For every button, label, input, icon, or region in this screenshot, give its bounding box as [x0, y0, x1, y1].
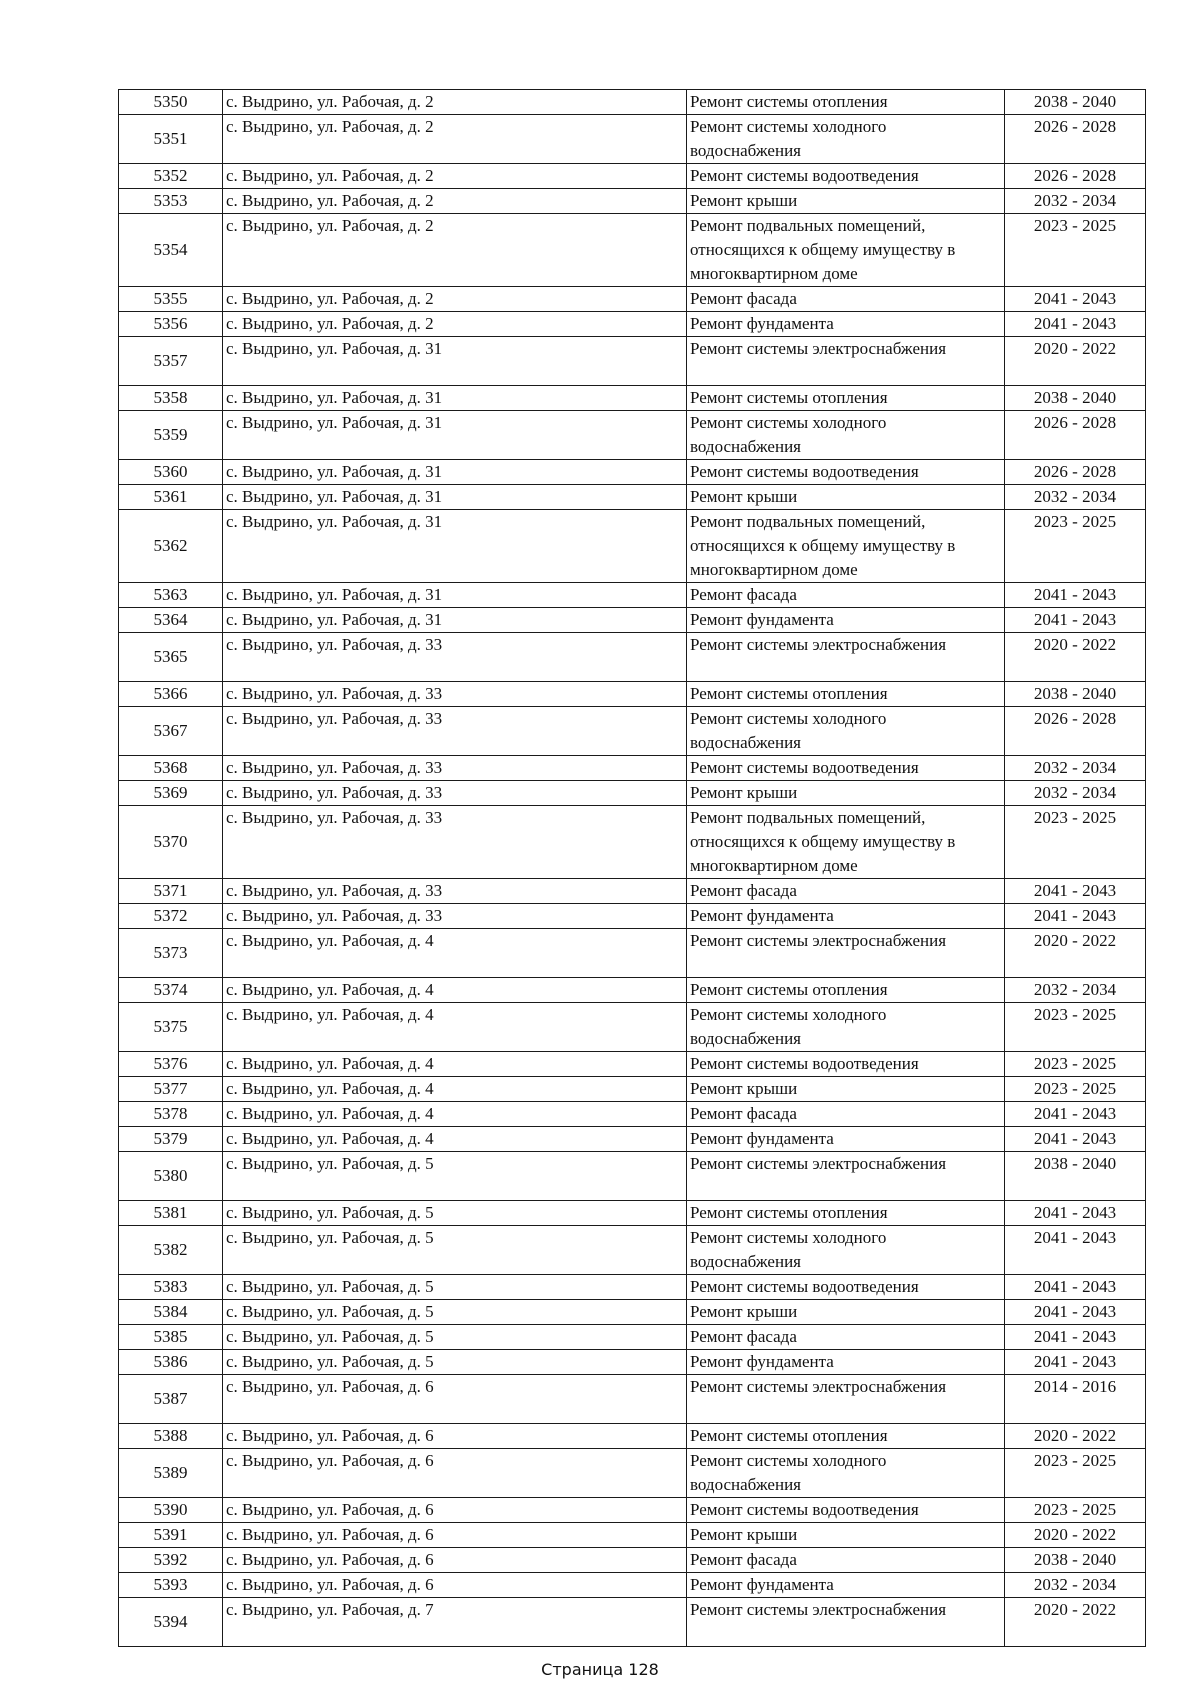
- address-cell: с. Выдрино, ул. Рабочая, д. 4: [223, 1127, 687, 1152]
- table-body: [119, 90, 1146, 1647]
- row-number-cell: 5362: [119, 510, 223, 583]
- row-number-cell: 5392: [119, 1548, 223, 1573]
- period-cell: 2041 - 2043: [1005, 608, 1146, 633]
- table-row: [119, 1449, 1146, 1498]
- work-type-cell: Ремонт фундамента: [687, 1127, 1005, 1152]
- address-cell: с. Выдрино, ул. Рабочая, д. 5: [223, 1226, 687, 1275]
- address-cell: с. Выдрино, ул. Рабочая, д. 33: [223, 633, 687, 682]
- work-type-cell: Ремонт подвальных помещений, относящихся к общему имуществу в многоквартирном доме: [687, 510, 1005, 583]
- period-cell: 2023 - 2025: [1005, 214, 1146, 287]
- row-number-cell: 5393: [119, 1573, 223, 1598]
- work-type-cell: Ремонт фасада: [687, 1102, 1005, 1127]
- period-cell: 2041 - 2043: [1005, 1226, 1146, 1275]
- address-cell: с. Выдрино, ул. Рабочая, д. 33: [223, 806, 687, 879]
- table-row: [119, 682, 1146, 707]
- work-type-cell: Ремонт подвальных помещений, относящихся к общему имуществу в многоквартирном доме: [687, 806, 1005, 879]
- table-row: [119, 411, 1146, 460]
- row-number-cell: 5371: [119, 879, 223, 904]
- row-number-cell: 5365: [119, 633, 223, 682]
- address-cell: с. Выдрино, ул. Рабочая, д. 2: [223, 90, 687, 115]
- row-number-cell: 5394: [119, 1598, 223, 1647]
- work-type-cell: Ремонт крыши: [687, 189, 1005, 214]
- address-cell: с. Выдрино, ул. Рабочая, д. 4: [223, 978, 687, 1003]
- period-cell: 2041 - 2043: [1005, 287, 1146, 312]
- period-cell: 2020 - 2022: [1005, 929, 1146, 978]
- address-cell: с. Выдрино, ул. Рабочая, д. 33: [223, 879, 687, 904]
- row-number-cell: 5381: [119, 1201, 223, 1226]
- row-number-cell: 5372: [119, 904, 223, 929]
- period-cell: 2026 - 2028: [1005, 164, 1146, 189]
- period-cell: 2026 - 2028: [1005, 460, 1146, 485]
- address-cell: с. Выдрино, ул. Рабочая, д. 31: [223, 510, 687, 583]
- row-number-cell: 5353: [119, 189, 223, 214]
- table-row: [119, 115, 1146, 164]
- work-type-cell: Ремонт системы водоотведения: [687, 164, 1005, 189]
- table-row: [119, 1325, 1146, 1350]
- period-cell: 2020 - 2022: [1005, 1523, 1146, 1548]
- row-number-cell: 5386: [119, 1350, 223, 1375]
- period-cell: 2038 - 2040: [1005, 1548, 1146, 1573]
- address-cell: с. Выдрино, ул. Рабочая, д. 33: [223, 904, 687, 929]
- table-row: [119, 756, 1146, 781]
- work-type-cell: Ремонт системы электроснабжения: [687, 929, 1005, 978]
- period-cell: 2032 - 2034: [1005, 978, 1146, 1003]
- work-type-cell: Ремонт системы холодного водоснабжения: [687, 1449, 1005, 1498]
- row-number-cell: 5351: [119, 115, 223, 164]
- row-number-cell: 5373: [119, 929, 223, 978]
- row-number-cell: 5358: [119, 386, 223, 411]
- period-cell: 2041 - 2043: [1005, 904, 1146, 929]
- table-row: [119, 189, 1146, 214]
- row-number-cell: 5389: [119, 1449, 223, 1498]
- work-type-cell: Ремонт фундамента: [687, 608, 1005, 633]
- period-cell: 2032 - 2034: [1005, 781, 1146, 806]
- row-number-cell: 5368: [119, 756, 223, 781]
- row-number-cell: 5364: [119, 608, 223, 633]
- table-row: [119, 1127, 1146, 1152]
- address-cell: с. Выдрино, ул. Рабочая, д. 33: [223, 781, 687, 806]
- work-type-cell: Ремонт фундамента: [687, 904, 1005, 929]
- address-cell: с. Выдрино, ул. Рабочая, д. 4: [223, 1077, 687, 1102]
- period-cell: 2020 - 2022: [1005, 337, 1146, 386]
- address-cell: с. Выдрино, ул. Рабочая, д. 31: [223, 583, 687, 608]
- table-row: [119, 1275, 1146, 1300]
- work-type-cell: Ремонт системы электроснабжения: [687, 1152, 1005, 1201]
- period-cell: 2023 - 2025: [1005, 1003, 1146, 1052]
- table-row: [119, 781, 1146, 806]
- page-number: Страница 128: [541, 1660, 659, 1679]
- address-cell: с. Выдрино, ул. Рабочая, д. 7: [223, 1598, 687, 1647]
- table-row: [119, 1498, 1146, 1523]
- table-row: [119, 1548, 1146, 1573]
- work-type-cell: Ремонт системы отопления: [687, 1201, 1005, 1226]
- work-type-cell: Ремонт крыши: [687, 1077, 1005, 1102]
- work-type-cell: Ремонт крыши: [687, 1523, 1005, 1548]
- address-cell: с. Выдрино, ул. Рабочая, д. 2: [223, 189, 687, 214]
- address-cell: с. Выдрино, ул. Рабочая, д. 5: [223, 1152, 687, 1201]
- period-cell: 2038 - 2040: [1005, 386, 1146, 411]
- table-row: [119, 929, 1146, 978]
- table-row: [119, 707, 1146, 756]
- table-row: [119, 978, 1146, 1003]
- address-cell: с. Выдрино, ул. Рабочая, д. 33: [223, 756, 687, 781]
- address-cell: с. Выдрино, ул. Рабочая, д. 6: [223, 1424, 687, 1449]
- table-row: [119, 806, 1146, 879]
- work-type-cell: Ремонт фундамента: [687, 312, 1005, 337]
- table-row: [119, 1598, 1146, 1647]
- work-type-cell: Ремонт системы отопления: [687, 978, 1005, 1003]
- address-cell: с. Выдрино, ул. Рабочая, д. 6: [223, 1449, 687, 1498]
- period-cell: 2041 - 2043: [1005, 1275, 1146, 1300]
- table-row: [119, 1300, 1146, 1325]
- row-number-cell: 5380: [119, 1152, 223, 1201]
- address-cell: с. Выдрино, ул. Рабочая, д. 2: [223, 287, 687, 312]
- work-type-cell: Ремонт системы водоотведения: [687, 1052, 1005, 1077]
- row-number-cell: 5369: [119, 781, 223, 806]
- work-type-cell: Ремонт системы холодного водоснабжения: [687, 1226, 1005, 1275]
- table-row: [119, 1350, 1146, 1375]
- period-cell: 2041 - 2043: [1005, 1325, 1146, 1350]
- table-row: [119, 90, 1146, 115]
- table-row: [119, 633, 1146, 682]
- period-cell: 2032 - 2034: [1005, 189, 1146, 214]
- period-cell: 2023 - 2025: [1005, 1077, 1146, 1102]
- work-type-cell: Ремонт системы водоотведения: [687, 460, 1005, 485]
- address-cell: с. Выдрино, ул. Рабочая, д. 31: [223, 485, 687, 510]
- address-cell: с. Выдрино, ул. Рабочая, д. 5: [223, 1275, 687, 1300]
- table-row: [119, 608, 1146, 633]
- address-cell: с. Выдрино, ул. Рабочая, д. 4: [223, 1052, 687, 1077]
- period-cell: 2041 - 2043: [1005, 312, 1146, 337]
- address-cell: с. Выдрино, ул. Рабочая, д. 5: [223, 1300, 687, 1325]
- table-row: [119, 1077, 1146, 1102]
- address-cell: с. Выдрино, ул. Рабочая, д. 6: [223, 1573, 687, 1598]
- address-cell: с. Выдрино, ул. Рабочая, д. 2: [223, 312, 687, 337]
- period-cell: 2032 - 2034: [1005, 1573, 1146, 1598]
- address-cell: с. Выдрино, ул. Рабочая, д. 2: [223, 115, 687, 164]
- work-type-cell: Ремонт системы отопления: [687, 90, 1005, 115]
- address-cell: с. Выдрино, ул. Рабочая, д. 33: [223, 707, 687, 756]
- work-type-cell: Ремонт крыши: [687, 781, 1005, 806]
- table-row: [119, 1003, 1146, 1052]
- period-cell: 2023 - 2025: [1005, 1498, 1146, 1523]
- period-cell: 2023 - 2025: [1005, 806, 1146, 879]
- address-cell: с. Выдрино, ул. Рабочая, д. 31: [223, 337, 687, 386]
- row-number-cell: 5374: [119, 978, 223, 1003]
- period-cell: 2026 - 2028: [1005, 411, 1146, 460]
- address-cell: с. Выдрино, ул. Рабочая, д. 31: [223, 460, 687, 485]
- table-row: [119, 1102, 1146, 1127]
- row-number-cell: 5366: [119, 682, 223, 707]
- work-type-cell: Ремонт системы электроснабжения: [687, 1598, 1005, 1647]
- work-type-cell: Ремонт фасада: [687, 583, 1005, 608]
- row-number-cell: 5355: [119, 287, 223, 312]
- work-type-cell: Ремонт системы холодного водоснабжения: [687, 115, 1005, 164]
- period-cell: 2038 - 2040: [1005, 682, 1146, 707]
- table-row: [119, 312, 1146, 337]
- address-cell: с. Выдрино, ул. Рабочая, д. 6: [223, 1375, 687, 1424]
- table-row: [119, 583, 1146, 608]
- table-row: [119, 1573, 1146, 1598]
- row-number-cell: 5359: [119, 411, 223, 460]
- period-cell: 2041 - 2043: [1005, 879, 1146, 904]
- work-type-cell: Ремонт фасада: [687, 1325, 1005, 1350]
- row-number-cell: 5388: [119, 1424, 223, 1449]
- address-cell: с. Выдрино, ул. Рабочая, д. 4: [223, 1102, 687, 1127]
- work-type-cell: Ремонт системы водоотведения: [687, 1275, 1005, 1300]
- work-type-cell: Ремонт подвальных помещений, относящихся к общему имуществу в многоквартирном доме: [687, 214, 1005, 287]
- table-row: [119, 1424, 1146, 1449]
- row-number-cell: 5367: [119, 707, 223, 756]
- table-row: [119, 1201, 1146, 1226]
- row-number-cell: 5385: [119, 1325, 223, 1350]
- table-row: [119, 1523, 1146, 1548]
- table-row: [119, 1152, 1146, 1201]
- work-type-cell: Ремонт фасада: [687, 1548, 1005, 1573]
- row-number-cell: 5383: [119, 1275, 223, 1300]
- table-row: [119, 510, 1146, 583]
- row-number-cell: 5356: [119, 312, 223, 337]
- work-type-cell: Ремонт фундамента: [687, 1573, 1005, 1598]
- table-row: [119, 386, 1146, 411]
- table-row: [119, 1226, 1146, 1275]
- row-number-cell: 5357: [119, 337, 223, 386]
- period-cell: 2038 - 2040: [1005, 90, 1146, 115]
- work-type-cell: Ремонт системы отопления: [687, 386, 1005, 411]
- address-cell: с. Выдрино, ул. Рабочая, д. 2: [223, 164, 687, 189]
- period-cell: 2023 - 2025: [1005, 1449, 1146, 1498]
- row-number-cell: 5350: [119, 90, 223, 115]
- period-cell: 2020 - 2022: [1005, 1598, 1146, 1647]
- table-row: [119, 287, 1146, 312]
- address-cell: с. Выдрино, ул. Рабочая, д. 5: [223, 1201, 687, 1226]
- work-type-cell: Ремонт фасада: [687, 879, 1005, 904]
- work-type-cell: Ремонт системы электроснабжения: [687, 337, 1005, 386]
- row-number-cell: 5379: [119, 1127, 223, 1152]
- period-cell: 2041 - 2043: [1005, 1127, 1146, 1152]
- row-number-cell: 5360: [119, 460, 223, 485]
- table-row: [119, 1052, 1146, 1077]
- address-cell: с. Выдрино, ул. Рабочая, д. 31: [223, 411, 687, 460]
- address-cell: с. Выдрино, ул. Рабочая, д. 5: [223, 1325, 687, 1350]
- row-number-cell: 5375: [119, 1003, 223, 1052]
- period-cell: 2014 - 2016: [1005, 1375, 1146, 1424]
- table-row: [119, 879, 1146, 904]
- work-type-cell: Ремонт системы электроснабжения: [687, 633, 1005, 682]
- row-number-cell: 5361: [119, 485, 223, 510]
- row-number-cell: 5391: [119, 1523, 223, 1548]
- address-cell: с. Выдрино, ул. Рабочая, д. 31: [223, 608, 687, 633]
- row-number-cell: 5387: [119, 1375, 223, 1424]
- table-row: [119, 1375, 1146, 1424]
- work-type-cell: Ремонт системы водоотведения: [687, 756, 1005, 781]
- address-cell: с. Выдрино, ул. Рабочая, д. 6: [223, 1548, 687, 1573]
- period-cell: 2041 - 2043: [1005, 1350, 1146, 1375]
- address-cell: с. Выдрино, ул. Рабочая, д. 6: [223, 1523, 687, 1548]
- work-type-cell: Ремонт крыши: [687, 1300, 1005, 1325]
- table-row: [119, 485, 1146, 510]
- row-number-cell: 5390: [119, 1498, 223, 1523]
- address-cell: с. Выдрино, ул. Рабочая, д. 2: [223, 214, 687, 287]
- row-number-cell: 5354: [119, 214, 223, 287]
- row-number-cell: 5377: [119, 1077, 223, 1102]
- work-type-cell: Ремонт системы холодного водоснабжения: [687, 1003, 1005, 1052]
- address-cell: с. Выдрино, ул. Рабочая, д. 5: [223, 1350, 687, 1375]
- table-row: [119, 214, 1146, 287]
- table-row: [119, 460, 1146, 485]
- address-cell: с. Выдрино, ул. Рабочая, д. 4: [223, 929, 687, 978]
- row-number-cell: 5363: [119, 583, 223, 608]
- address-cell: с. Выдрино, ул. Рабочая, д. 4: [223, 1003, 687, 1052]
- period-cell: 2041 - 2043: [1005, 1300, 1146, 1325]
- row-number-cell: 5382: [119, 1226, 223, 1275]
- period-cell: 2032 - 2034: [1005, 485, 1146, 510]
- table-row: [119, 904, 1146, 929]
- work-type-cell: Ремонт системы отопления: [687, 1424, 1005, 1449]
- work-type-cell: Ремонт системы отопления: [687, 682, 1005, 707]
- work-type-cell: Ремонт системы холодного водоснабжения: [687, 707, 1005, 756]
- period-cell: 2023 - 2025: [1005, 1052, 1146, 1077]
- table-row: [119, 337, 1146, 386]
- work-type-cell: Ремонт системы холодного водоснабжения: [687, 411, 1005, 460]
- work-type-cell: Ремонт фасада: [687, 287, 1005, 312]
- work-type-cell: Ремонт фундамента: [687, 1350, 1005, 1375]
- period-cell: 2023 - 2025: [1005, 510, 1146, 583]
- table-row: [119, 164, 1146, 189]
- work-type-cell: Ремонт крыши: [687, 485, 1005, 510]
- period-cell: 2041 - 2043: [1005, 583, 1146, 608]
- row-number-cell: 5376: [119, 1052, 223, 1077]
- period-cell: 2026 - 2028: [1005, 707, 1146, 756]
- row-number-cell: 5370: [119, 806, 223, 879]
- period-cell: 2032 - 2034: [1005, 756, 1146, 781]
- work-type-cell: Ремонт системы водоотведения: [687, 1498, 1005, 1523]
- period-cell: 2038 - 2040: [1005, 1152, 1146, 1201]
- period-cell: 2020 - 2022: [1005, 633, 1146, 682]
- period-cell: 2041 - 2043: [1005, 1102, 1146, 1127]
- row-number-cell: 5352: [119, 164, 223, 189]
- work-type-cell: Ремонт системы электроснабжения: [687, 1375, 1005, 1424]
- address-cell: с. Выдрино, ул. Рабочая, д. 6: [223, 1498, 687, 1523]
- row-number-cell: 5384: [119, 1300, 223, 1325]
- period-cell: 2020 - 2022: [1005, 1424, 1146, 1449]
- period-cell: 2026 - 2028: [1005, 115, 1146, 164]
- row-number-cell: 5378: [119, 1102, 223, 1127]
- address-cell: с. Выдрино, ул. Рабочая, д. 31: [223, 386, 687, 411]
- address-cell: с. Выдрино, ул. Рабочая, д. 33: [223, 682, 687, 707]
- repair-schedule-table: [118, 89, 1146, 1647]
- period-cell: 2041 - 2043: [1005, 1201, 1146, 1226]
